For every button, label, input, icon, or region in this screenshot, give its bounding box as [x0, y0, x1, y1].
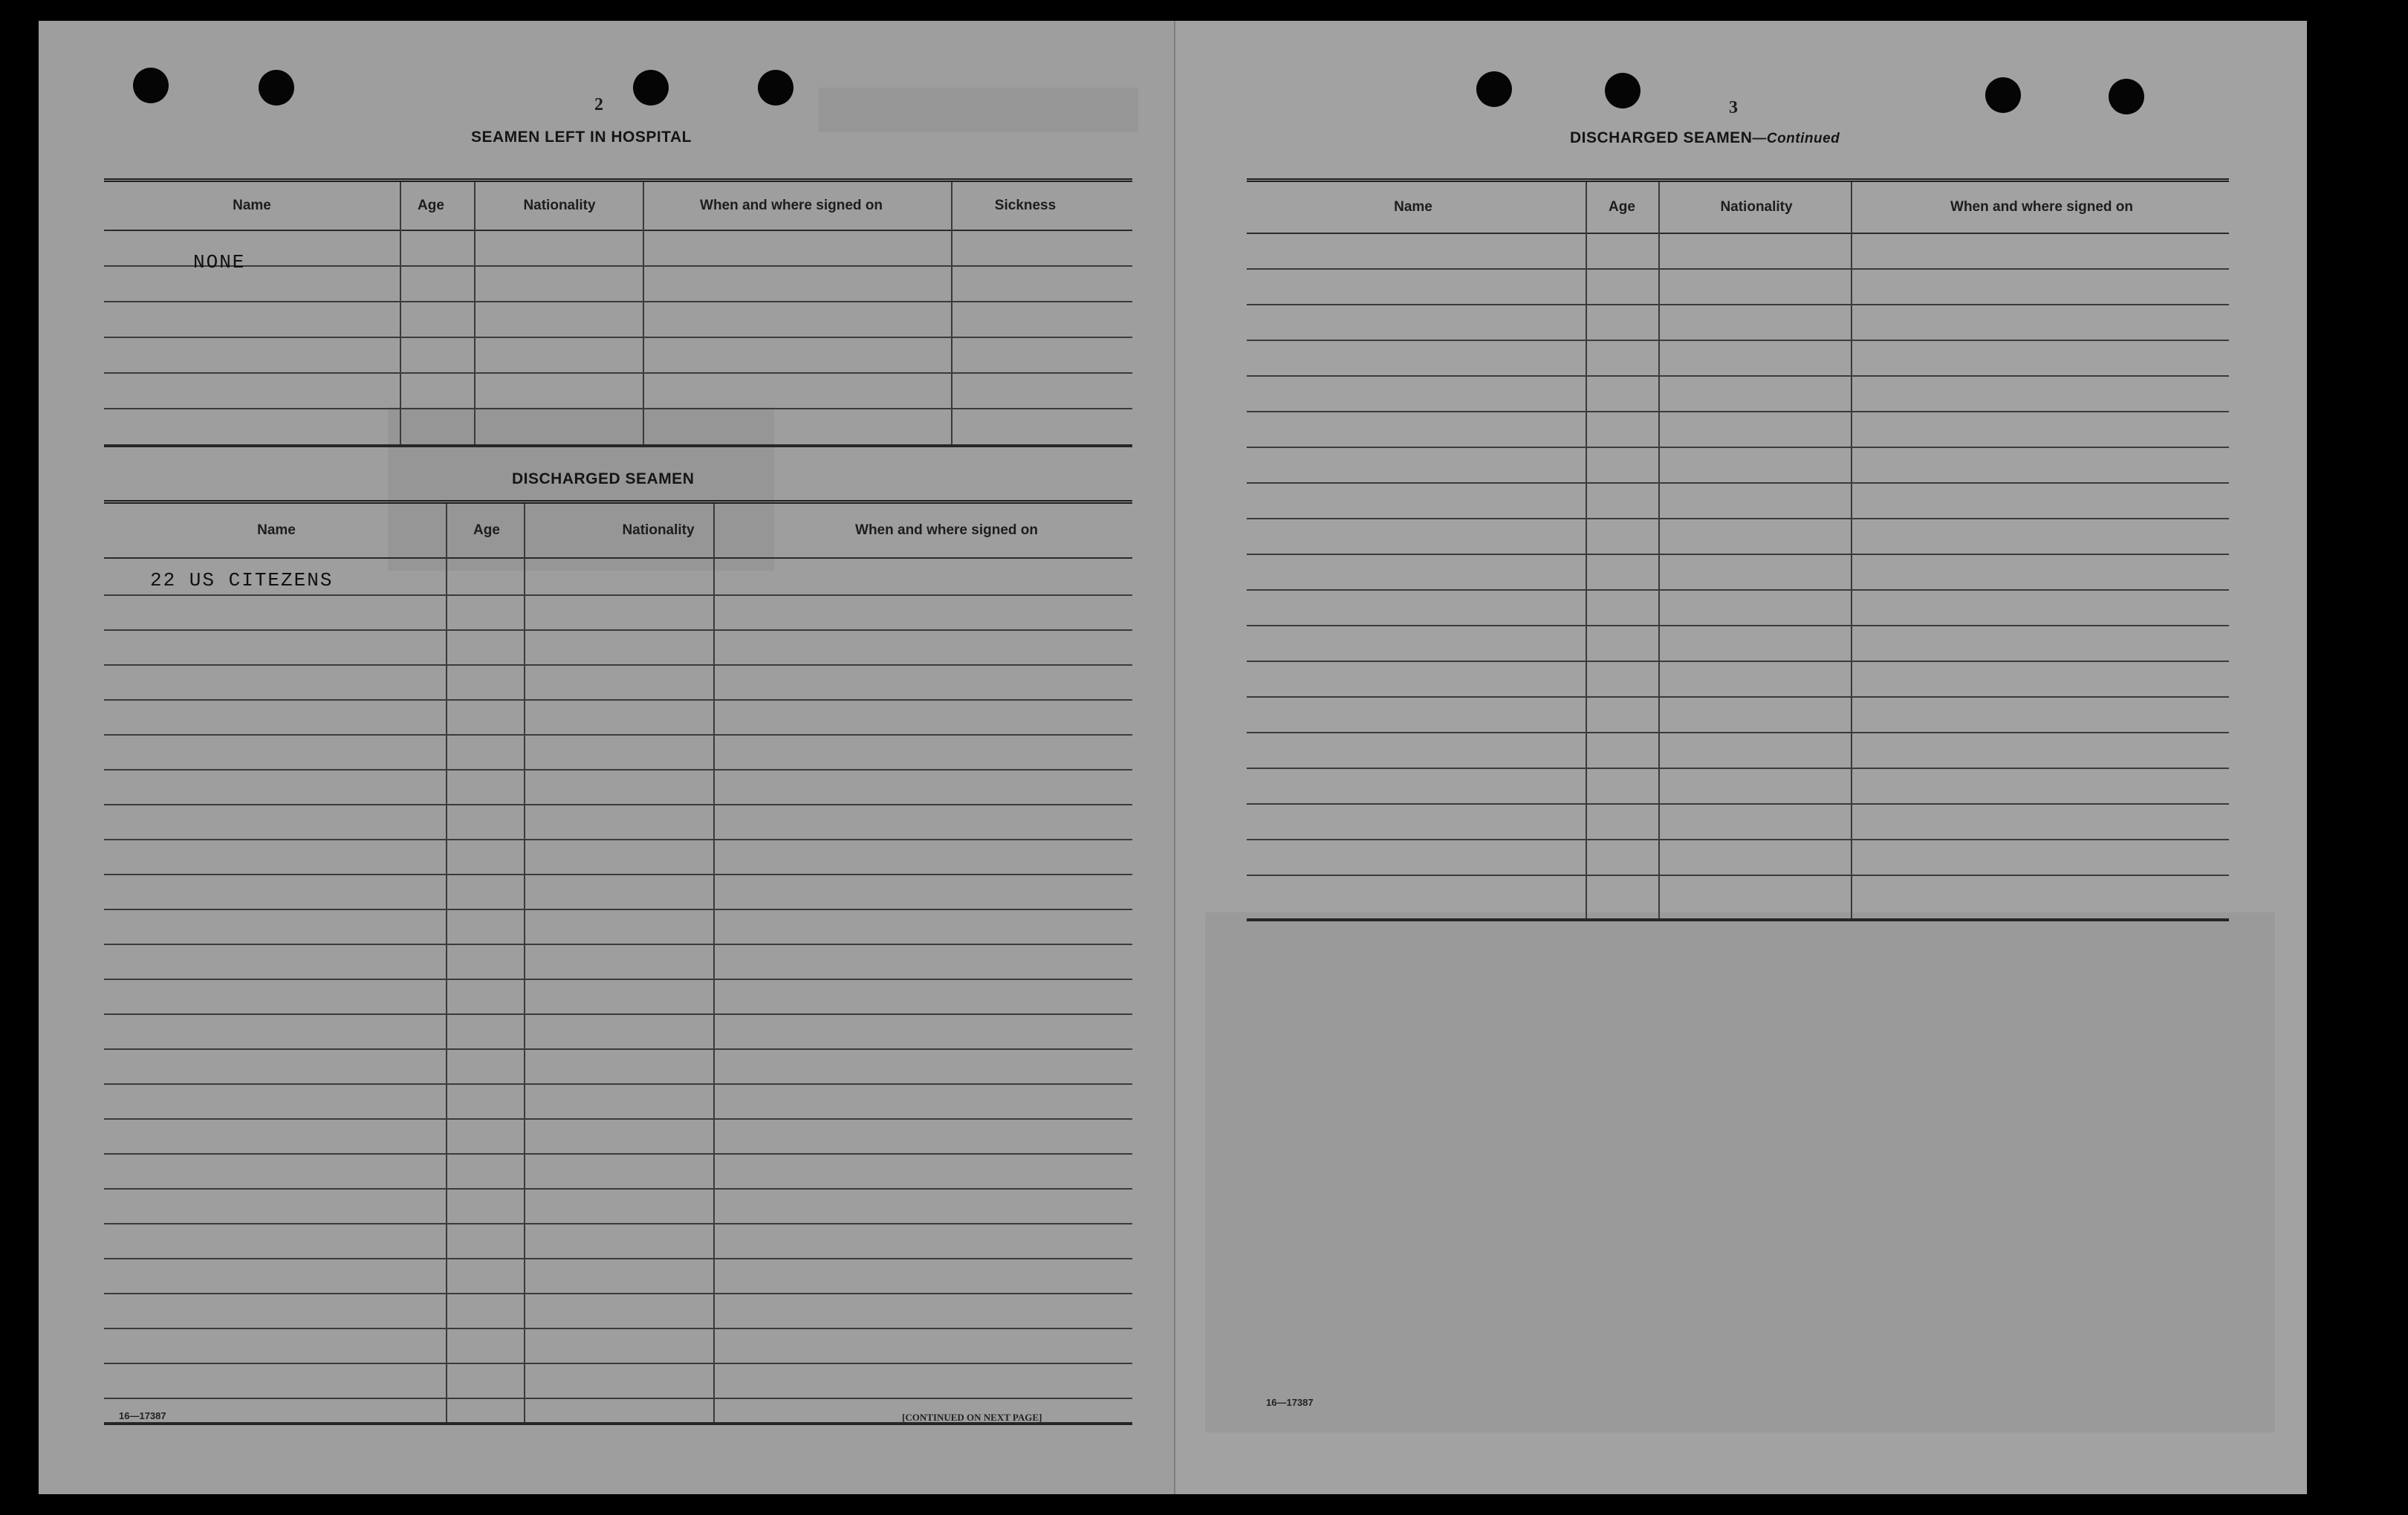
row-rule: [1247, 803, 2229, 805]
col-header-name: Name: [233, 198, 271, 213]
row-rule: [104, 1048, 1132, 1050]
hospital-table: [104, 178, 1132, 447]
continued-title-main: DISCHARGED SEAMEN: [1570, 129, 1753, 146]
row-rule: [104, 874, 1132, 875]
hospital-entry: NONE: [193, 251, 246, 273]
hospital-section-title: SEAMEN LEFT IN HOSPITAL: [471, 129, 692, 146]
row-rule: [1247, 875, 2229, 876]
col-header-name: Name: [1394, 199, 1432, 215]
row-rule: [1247, 589, 2229, 591]
row-rule: [104, 839, 1132, 840]
row-rule: [1247, 625, 2229, 626]
discharged-table-header: [104, 504, 1132, 559]
continued-note: [CONTINUED ON NEXT PAGE]: [902, 1412, 1042, 1423]
punch-hole: [133, 68, 169, 103]
row-rule: [104, 1293, 1132, 1294]
row-rule: [1247, 768, 2229, 769]
row-rule: [104, 909, 1132, 910]
row-rule: [1247, 340, 2229, 341]
column-rule: [446, 504, 447, 1425]
row-rule: [104, 734, 1132, 736]
row-rule: [104, 1083, 1132, 1085]
row-rule: [104, 1153, 1132, 1155]
punch-hole: [2109, 79, 2144, 114]
col-header-sickness: Sickness: [994, 198, 1057, 213]
row-rule: [104, 408, 1132, 409]
row-rule: [104, 594, 1132, 596]
page-number: 3: [1729, 98, 1738, 117]
row-rule: [104, 699, 1132, 701]
col-header-age: Age: [473, 522, 500, 538]
bleed-through: [819, 88, 1138, 132]
column-rule: [1586, 182, 1587, 921]
row-rule: [104, 979, 1132, 980]
row-rule: [1247, 375, 2229, 377]
row-rule: [104, 372, 1132, 374]
column-rule: [524, 504, 525, 1425]
column-rule: [1851, 182, 1852, 921]
row-rule: [1247, 518, 2229, 519]
bleed-through: [1205, 912, 2275, 1433]
row-rule: [1247, 661, 2229, 662]
row-rule: [1247, 304, 2229, 305]
col-header-signed-on: When and where signed on: [700, 198, 883, 213]
col-header-nationality: Nationality: [622, 522, 695, 538]
col-header-signed-on: When and where signed on: [1950, 199, 2133, 215]
row-rule: [104, 1118, 1132, 1120]
table-bottom-rule: [1247, 918, 2229, 921]
row-rule: [1247, 411, 2229, 412]
table-bottom-rule: [104, 444, 1132, 447]
row-rule: [1247, 554, 2229, 555]
punch-hole: [259, 70, 294, 106]
col-header-nationality: Nationality: [1720, 199, 1793, 215]
col-header-nationality: Nationality: [523, 198, 596, 213]
row-rule: [104, 944, 1132, 945]
row-rule: [1247, 268, 2229, 270]
form-code: 16—17387: [1266, 1397, 1314, 1408]
discharged-section-title: DISCHARGED SEAMEN: [512, 470, 695, 487]
row-rule: [104, 1328, 1132, 1329]
row-rule: [104, 804, 1132, 805]
punch-hole: [1985, 77, 2021, 113]
row-rule: [104, 1188, 1132, 1190]
discharged-entry: 22 US CITEZENS: [150, 569, 334, 591]
row-rule: [104, 1258, 1132, 1259]
row-rule: [1247, 447, 2229, 448]
punch-hole: [758, 70, 794, 106]
col-header-name: Name: [257, 522, 296, 538]
row-rule: [104, 769, 1132, 771]
col-header-age: Age: [1609, 199, 1635, 215]
row-rule: [1247, 732, 2229, 733]
row-rule: [104, 1013, 1132, 1015]
row-rule: [104, 301, 1132, 302]
row-rule: [104, 265, 1132, 267]
row-rule: [1247, 696, 2229, 698]
row-rule: [104, 1223, 1132, 1224]
column-rule: [713, 504, 715, 1425]
row-rule: [104, 629, 1132, 631]
row-rule: [104, 337, 1132, 338]
right-page: [1174, 21, 2307, 1494]
col-header-age: Age: [418, 198, 444, 213]
row-rule: [1247, 839, 2229, 840]
hospital-table-header: [104, 182, 1132, 231]
continued-title-suffix: —Continued: [1752, 131, 1840, 146]
continued-section-title: [1570, 129, 1840, 147]
punch-hole: [1605, 73, 1641, 108]
punch-hole: [1476, 71, 1512, 107]
page-number: 2: [594, 95, 603, 114]
discharged-table: [104, 500, 1132, 1425]
discharged-continued-table: [1247, 178, 2229, 921]
left-page: [39, 21, 1174, 1494]
row-rule: [104, 1363, 1132, 1364]
col-header-signed-on: When and where signed on: [855, 522, 1038, 538]
punch-hole: [633, 70, 669, 106]
row-rule: [104, 1398, 1132, 1399]
row-rule: [1247, 482, 2229, 484]
form-code: 16—17387: [119, 1410, 166, 1421]
column-rule: [1658, 182, 1660, 921]
continued-table-header: [1247, 182, 2229, 234]
row-rule: [104, 664, 1132, 666]
